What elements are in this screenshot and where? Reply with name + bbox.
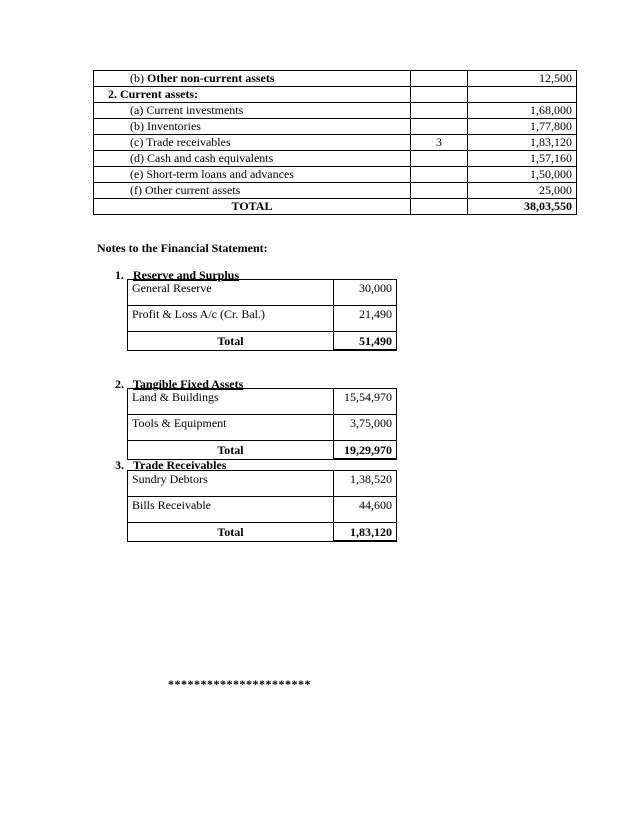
note-table-reserve-surplus	[127, 279, 397, 351]
table-row	[94, 151, 577, 167]
note-item-label: Tools & Equipment	[128, 415, 334, 441]
note-number: 2.	[115, 377, 124, 391]
row-amount: 1,57,160	[468, 151, 577, 167]
table-row	[128, 497, 397, 523]
table-row	[128, 415, 397, 441]
row-note	[411, 119, 468, 135]
row-label: (b) Other non-current assets	[94, 71, 411, 87]
note-item-amount: 15,54,970	[334, 389, 397, 415]
row-note	[411, 71, 468, 87]
row-amount: 1,68,000	[468, 103, 577, 119]
row-amount: 1,83,120	[468, 135, 577, 151]
row-label: (c) Trade receivables	[94, 135, 411, 151]
note-item-amount: 3,75,000	[334, 415, 397, 441]
note-title-text: Trade Receivables	[133, 458, 227, 472]
table-row	[94, 183, 577, 199]
row-amount: 1,50,000	[468, 167, 577, 183]
row-note	[411, 183, 468, 199]
row-amount: 12,500	[468, 71, 577, 87]
note-total-amount: 1,83,120	[334, 523, 397, 542]
note-item-amount: 21,490	[334, 306, 397, 332]
row-label: (e) Short-term loans and advances	[94, 167, 411, 183]
note-title-text: Reserve and Surplus	[133, 268, 240, 282]
table-row	[128, 389, 397, 415]
note-item-label: Profit & Loss A/c (Cr. Bal.)	[128, 306, 334, 332]
row-label: (d) Cash and cash equivalents	[94, 151, 411, 167]
row-note	[411, 103, 468, 119]
row-note: 3	[411, 135, 468, 151]
balance-sheet-table	[93, 70, 577, 215]
row-amount: 25,000	[468, 183, 577, 199]
table-row	[128, 306, 397, 332]
note-number: 3.	[115, 458, 124, 472]
row-label: (a) Current investments	[94, 103, 411, 119]
table-row	[94, 135, 577, 151]
note-total-amount: 51,490	[334, 332, 397, 351]
total-row	[94, 199, 577, 215]
note-total-amount: 19,29,970	[334, 441, 397, 460]
note-number: 1.	[115, 268, 124, 282]
note-total-label: Total	[128, 523, 334, 542]
note-total-label: Total	[128, 332, 334, 351]
note-total-row	[128, 332, 397, 351]
note-item-label: Land & Buildings	[128, 389, 334, 415]
note-item-amount: 1,38,520	[334, 471, 397, 497]
note-item-amount: 44,600	[334, 497, 397, 523]
note-item-amount: 30,000	[334, 280, 397, 306]
row-label: (b) Inventories	[94, 119, 411, 135]
table-row	[128, 471, 397, 497]
row-amount: 1,77,800	[468, 119, 577, 135]
table-row	[94, 119, 577, 135]
section-heading: 2. Current assets:	[94, 87, 411, 103]
end-marker: **********************	[168, 677, 311, 691]
note-total-row	[128, 523, 397, 542]
note-table-tangible-fixed-assets	[127, 388, 397, 460]
note-item-label: Bills Receivable	[128, 497, 334, 523]
table-row	[94, 87, 577, 103]
row-note	[411, 167, 468, 183]
table-row	[94, 71, 577, 87]
table-row	[94, 167, 577, 183]
note-table-trade-receivables	[127, 470, 397, 542]
table-row	[94, 103, 577, 119]
note-item-label: General Reserve	[128, 280, 334, 306]
row-label: (f) Other current assets	[94, 183, 411, 199]
row-note	[411, 151, 468, 167]
note-total-row	[128, 441, 397, 460]
total-label: TOTAL	[94, 199, 411, 215]
table-row	[128, 280, 397, 306]
note-total-label: Total	[128, 441, 334, 460]
note-item-label: Sundry Debtors	[128, 471, 334, 497]
total-amount: 38,03,550	[468, 199, 577, 215]
note-title-text: Tangible Fixed Assets	[133, 377, 244, 391]
notes-heading: Notes to the Financial Statement:	[97, 241, 268, 255]
